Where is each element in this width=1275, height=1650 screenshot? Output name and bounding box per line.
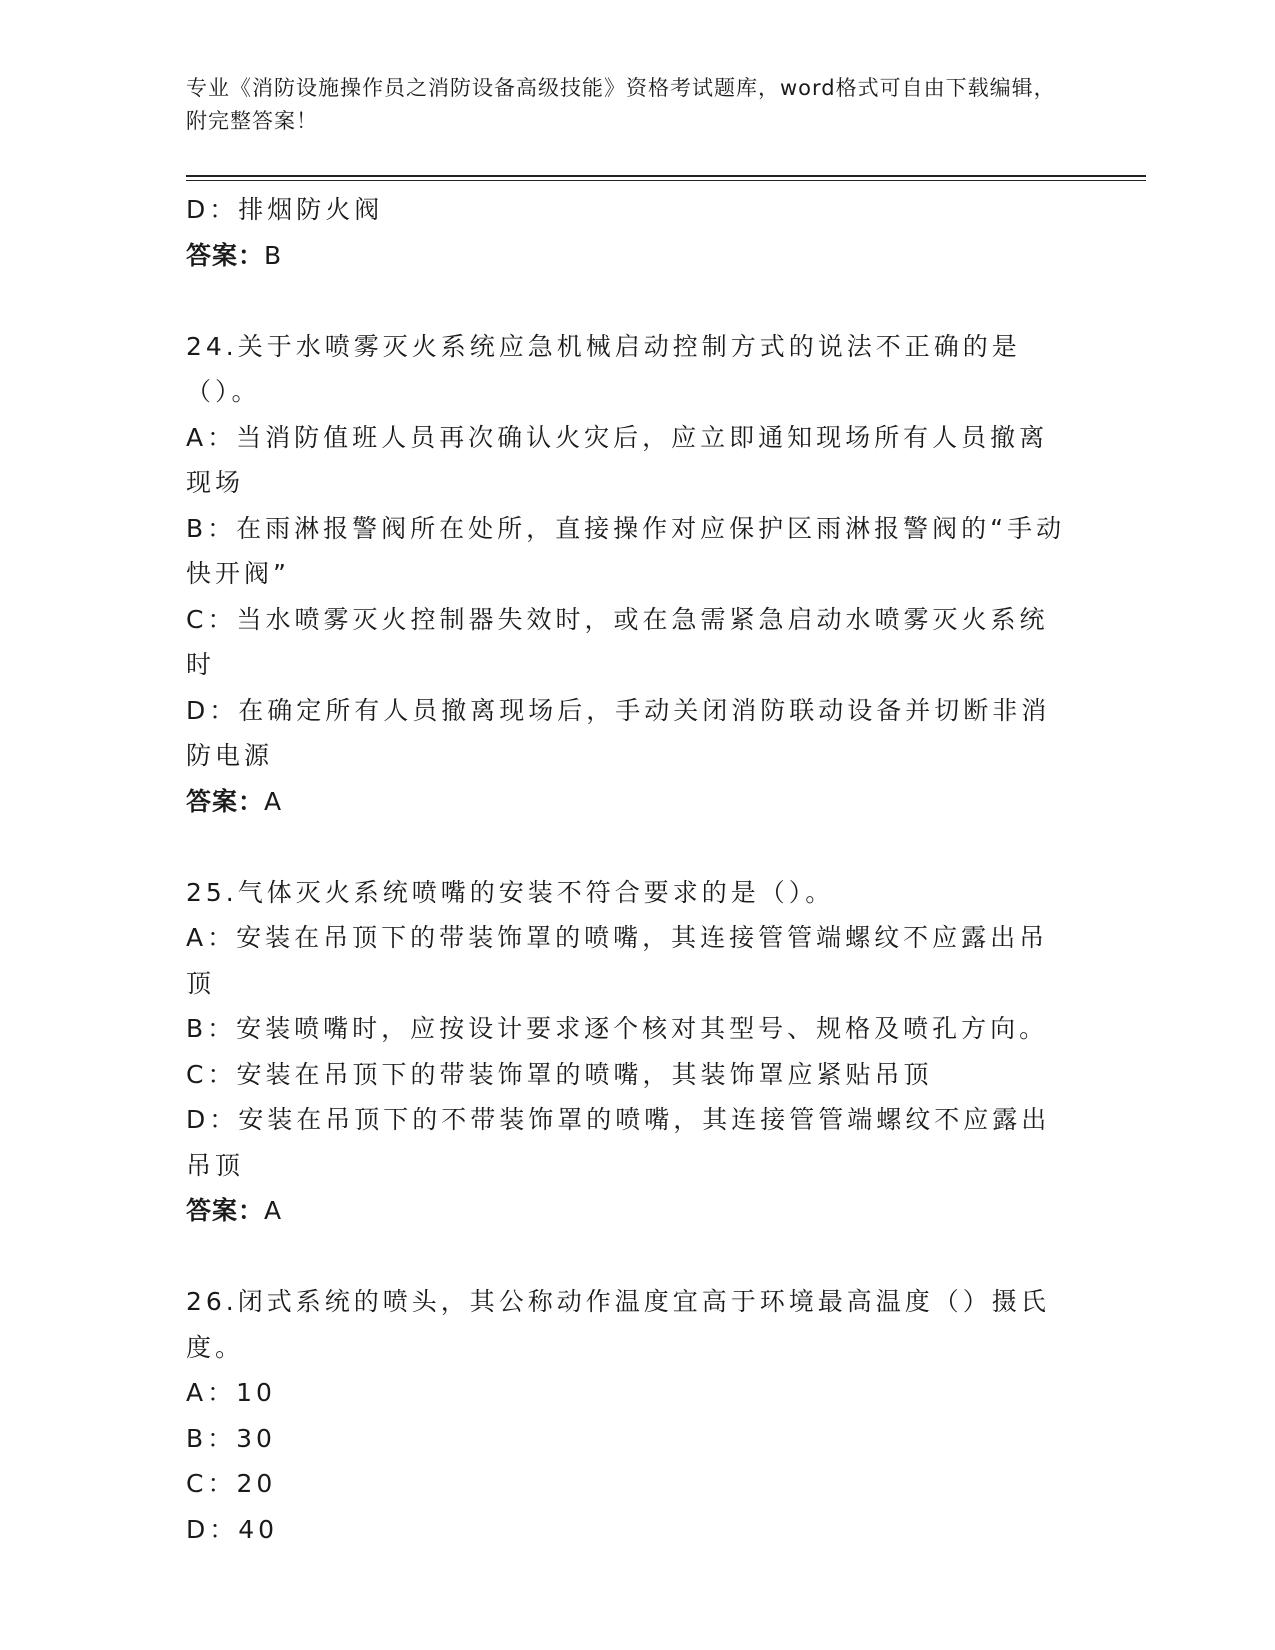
header-rule-thick (186, 175, 1146, 177)
question-stem: 25.气体灭火系统喷嘴的安装不符合要求的是（）。 (186, 877, 835, 907)
option-b: B：安装喷嘴时，应按设计要求逐个核对其型号、规格及喷孔方向。 (186, 1014, 1049, 1043)
answer: 答案：A (186, 786, 283, 816)
option-c: C：当水喷雾灭火控制器失效时，或在急需紧急启动水喷雾灭火系统时 (186, 604, 1049, 679)
question-stem: 26.闭式系统的喷头，其公称动作温度宜高于环境最高温度（）摄氏度。 (186, 1287, 1050, 1362)
prev-option-d: D：排烟防火阀 (186, 195, 384, 224)
prev-answer: 答案：B (186, 240, 283, 270)
question-25 (186, 870, 1066, 1234)
option-d: D：在确定所有人员撤离现场后，手动关闭消防联动设备并切断非消防电源 (186, 695, 1051, 770)
document-body (186, 187, 1066, 1552)
question-stem: 24.关于水喷雾灭火系统应急机械启动控制方式的说法不正确的是（）。 (186, 331, 1021, 406)
option-a: A：10 (186, 1378, 276, 1407)
question-24 (186, 324, 1066, 825)
option-c: C：20 (186, 1469, 277, 1498)
option-a: A：当消防值班人员再次确认火灾后，应立即通知现场所有人员撤离现场 (186, 422, 1049, 497)
page-header: 专业《消防设施操作员之消防设备高级技能》资格考试题库，word格式可自由下载编辑，附完整答案！ (186, 76, 1056, 133)
option-d: D：40 (186, 1514, 279, 1544)
answer: 答案：A (186, 1196, 283, 1225)
question-26 (186, 1279, 1066, 1552)
header-rule-thin (186, 180, 1146, 181)
option-b: B：30 (186, 1423, 276, 1453)
option-a: A：安装在吊顶下的带装饰罩的喷嘴，其连接管管端螺纹不应露出吊顶 (186, 923, 1049, 998)
option-b: B：在雨淋报警阀所在处所，直接操作对应保护区雨淋报警阀的“手动快开阀” (186, 513, 1066, 588)
option-c: C：安装在吊顶下的带装饰罩的喷嘴，其装饰罩应紧贴吊顶 (186, 1059, 933, 1089)
option-d: D：安装在吊顶下的不带装饰罩的喷嘴，其连接管管端螺纹不应露出吊顶 (186, 1105, 1051, 1180)
